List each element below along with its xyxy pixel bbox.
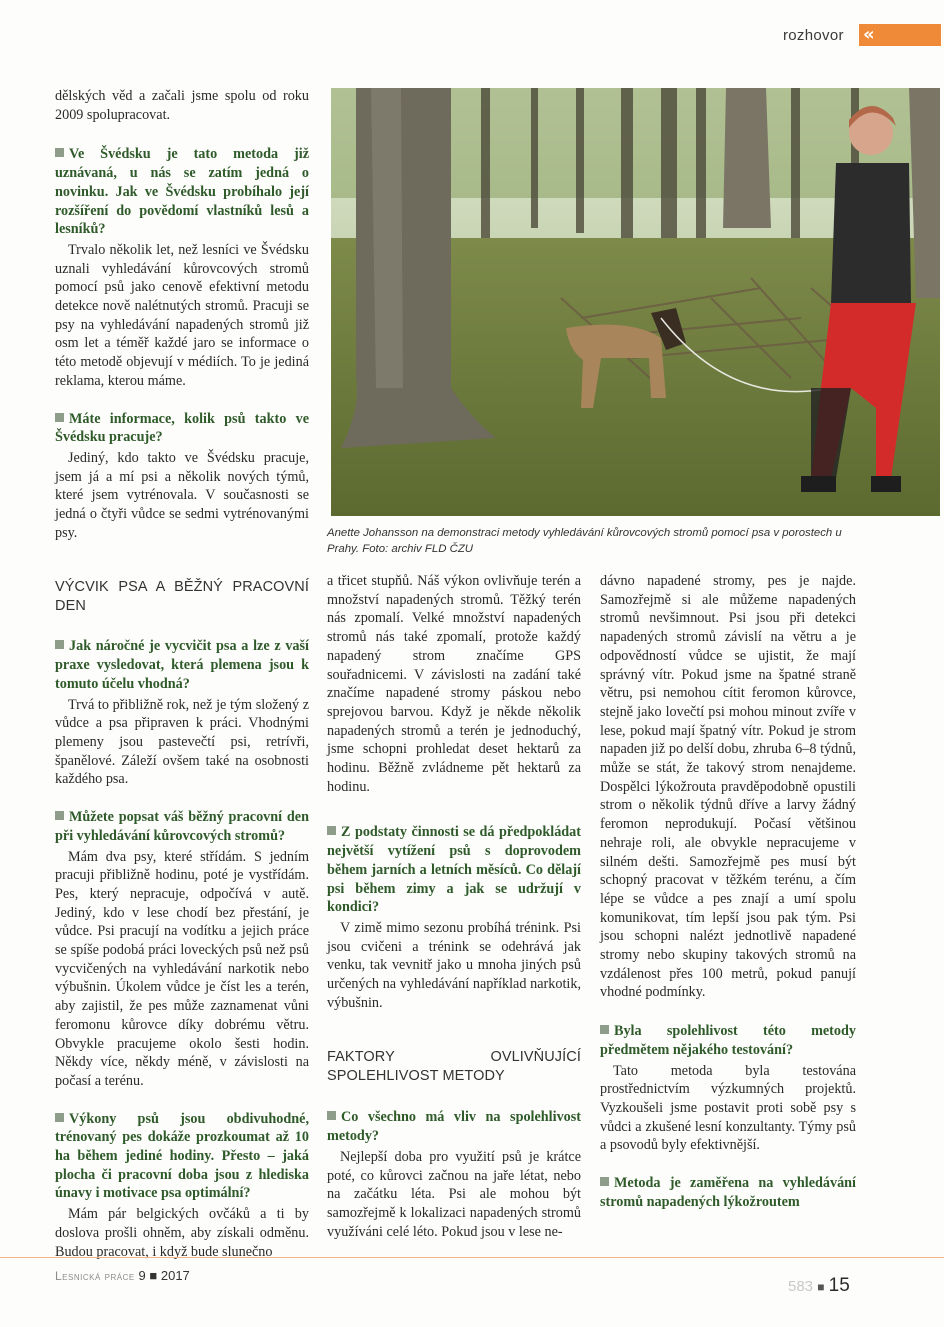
running-page-number: 583 <box>788 1278 814 1295</box>
paragraph: dělských věd a začali jsme spolu od roku 2009 spolupracovat. <box>55 88 309 123</box>
square-bullet-icon <box>327 826 336 835</box>
article-photo <box>331 88 940 516</box>
section-tab <box>859 24 941 46</box>
question: Metoda je zaměřena na vyhledávání stromů napadených lýkožroutem <box>600 1175 856 1210</box>
answer: V zimě mimo sezonu probíhá trénink. Psi jsou cvičeni a trénink se odehrává jak venku, tak vevnitř jako u mnoha jiných psů určených na vyhledávání například narkotik, výbušnin. <box>327 919 581 1011</box>
square-bullet-icon <box>55 1113 64 1122</box>
square-bullet-icon <box>327 1111 336 1120</box>
square-bullet-icon <box>600 1025 609 1034</box>
square-bullet-icon <box>600 1177 609 1186</box>
column-1 <box>55 87 309 1261</box>
question: Z podstaty činnosti se dá předpokládat největší vytížení psů s doprovodem během jarních a letních měsíců. Co dělají psi během zimy a jak se udržují v kondici? <box>327 824 581 916</box>
footer-rule <box>0 1257 944 1258</box>
answer: Jediný, kdo takto ve Švédsku pracuje, jsem já a mí psi a několik nových týmů, které jsem vytrénovala. V současnosti se jedná o čtyři vůdce se sedmi vytrénovanými psy. <box>55 449 309 541</box>
section-heading: VÝCVIK PSA A BĚŽNÝ PRACOVNÍ DEN <box>55 579 309 615</box>
question: Můžete popsat váš běžný pracovní den při vyhledávání kůrovcových stromů? <box>55 809 309 844</box>
paragraph: a třicet stupňů. Náš výkon ovlivňuje terén a množství napadených stromů. Těžký terén nás zpomalí. Velké množství napadených stromů nás také zpomalí, protože každý napadený strom značíme GPS souřadnicemi. V závislosti na zadání také značíme napadené stromy páskou nebo sprejovou barvou. Když je někde několik napadených stromů a terén je jednoduchý, jsme schopni prohledat deset hektarů za hodinu. Běžně zvládneme pět hektarů za hodinu. <box>327 573 581 795</box>
separator-square-icon: ■ <box>817 1280 825 1294</box>
column-2 <box>327 572 581 1241</box>
question: Máte informace, kolik psů takto ve Švédsku pracuje? <box>55 410 309 446</box>
answer: Trvalo několik let, než lesníci ve Švédsku uznali vyhledávání kůrovcových stromů pomocí psů jako cenově efektivní metodu detekce nově nalétnutých stromů. Pracuji se psy na vyhledávání napadených stromů již osm let a téměř každé jaro se informace o této metodě objevují v médiích. To je jediná reklama, kterou máme. <box>55 241 309 389</box>
photo-caption: Anette Johansson na demonstraci metody vyhledávání kůrovcových stromů pomocí psa v porostech u Prahy. Foto: archiv FLD ČZU <box>327 527 842 555</box>
column-3 <box>600 572 856 1214</box>
section-label: rozhovor <box>783 27 844 44</box>
question: Co všechno má vliv na spolehlivost metody? <box>327 1109 581 1145</box>
forest-dog-handler-image <box>331 88 940 516</box>
issue-number: 9 ■ 2017 <box>138 1268 190 1283</box>
square-bullet-icon <box>55 811 64 820</box>
footer-page <box>788 1275 850 1297</box>
answer: Mám pár belgických ovčáků a ti by doslova prošli ohněm, aby získali odměnu. Budou pracovat, i když bude slunečno <box>55 1206 309 1260</box>
answer: Mám dva psy, které střídám. S jedním pracuji přibližně hodinu, poté je vystřídám. Pes, který nepracuje, odpočívá v autě. Jediný, kdo v lese chodí bez přestání, je vůdce. Psi pracují na vodítku a jejich práce se spíše podobá práci loveckých psů než psů vycvičených na vyhledávání narkotik nebo výbušnin. Úkolem vůdce je číst les a terén, aby zajistil, že pes může zaznamenat vůni feromonu kůrovce díky dobrému větru. Obvykle pracujeme okolo šesti hodin. Někdy více, někdy méně, v závislosti na počasí a terénu. <box>55 848 309 1089</box>
double-chevron-left-icon: « <box>863 24 875 45</box>
question: Ve Švédsku je tato metoda již uznávaná, u nás se zatím jedná o novinku. Jak ve Švédsku probíhalo její rozšíření do povědomí vlastníků lesů a lesníků? <box>55 146 309 238</box>
paragraph: dávno napadené stromy, pes je najde. Samozřejmě si ale můžeme napadených stromů nevšimnout. Psi jsou při detekci napadených stromů závislí na větru a je odpovědností vůdce se ujistit, že mají správný vítr. Pokud jsme na špatné straně větru, psi nemohou cítit feromon kůrovce, stejně jako lovečtí psi mohou minout zvíře v lese, pokud mají špatný vítr. Pokud je strom napaden již po delší dobu, zhruba 6–8 týdnů, může se stát, že takový strom nenajdeme. Dospělci lýkožrouta pravděpodobně opustili strom o několik týdnů dříve a larvy žádný feromon neprodukují. Počasí většinou nehraje roli, ale obvykle nepracujeme v silném dešti. Samozřejmě pes musí být schopný pracovat v těžkém terénu, a čím lépe se vůdce a pes znají a umí spolu komunikovat, tím lepší jsou pak tým. Psi jsou schopni nalézt jednotlivě napadené stromy nebo skupiny takových stromů na vzdálenost přes 100 metrů, pokud panují vhodné podmínky. <box>600 573 856 1001</box>
page-number: 15 <box>828 1275 850 1296</box>
footer-journal <box>55 1268 190 1283</box>
answer: Nejlepší doba pro využití psů je krátce poté, co kůrovci začnou na jaře létat, nebo na začátku léta. Psi ale mohou být samozřejmě k lokalizaci napadených stromů využíváni celé léto. Pokud jsou v lese ne- <box>327 1148 581 1240</box>
square-bullet-icon <box>55 413 64 422</box>
question: Výkony psů jsou obdivuhodné, trénovaný pes dokáže prozkoumat až 10 ha během jediné hodiny. Přesto – jaká plocha či pracovní doba jsou z hlediska únavy i motivace psa optimální? <box>55 1110 309 1202</box>
section-heading: FAKTORY OVLIVŇUJÍCÍ SPOLEHLIVOST METODY <box>327 1049 581 1085</box>
answer: Trvá to přibližně rok, než je tým složený z vůdce a psa připraven k práci. Vhodnými plemeny jsou pastevečtí psi, retrívři, španělové. Záleží ovšem také na osobnosti každého psa. <box>55 696 309 788</box>
question: Byla spolehlivost této metody předmětem nějakého testování? <box>600 1023 856 1058</box>
square-bullet-icon <box>55 640 64 649</box>
answer: Tato metoda byla testována prostřednictvím výzkumných projektů. Vyzkoušeli jsme postavit proti sobě psy s vůdci a zkušené lesní konzultanty. Týmy psů a psovodů byly efektivnější. <box>600 1062 856 1154</box>
square-bullet-icon <box>55 148 64 157</box>
question: Jak náročné je vycvičit psa a lze z vaší praxe vysledovat, která plemena jsou k tomuto účelu vhodná? <box>55 638 309 692</box>
journal-name: Lesnická práce <box>55 1269 135 1283</box>
